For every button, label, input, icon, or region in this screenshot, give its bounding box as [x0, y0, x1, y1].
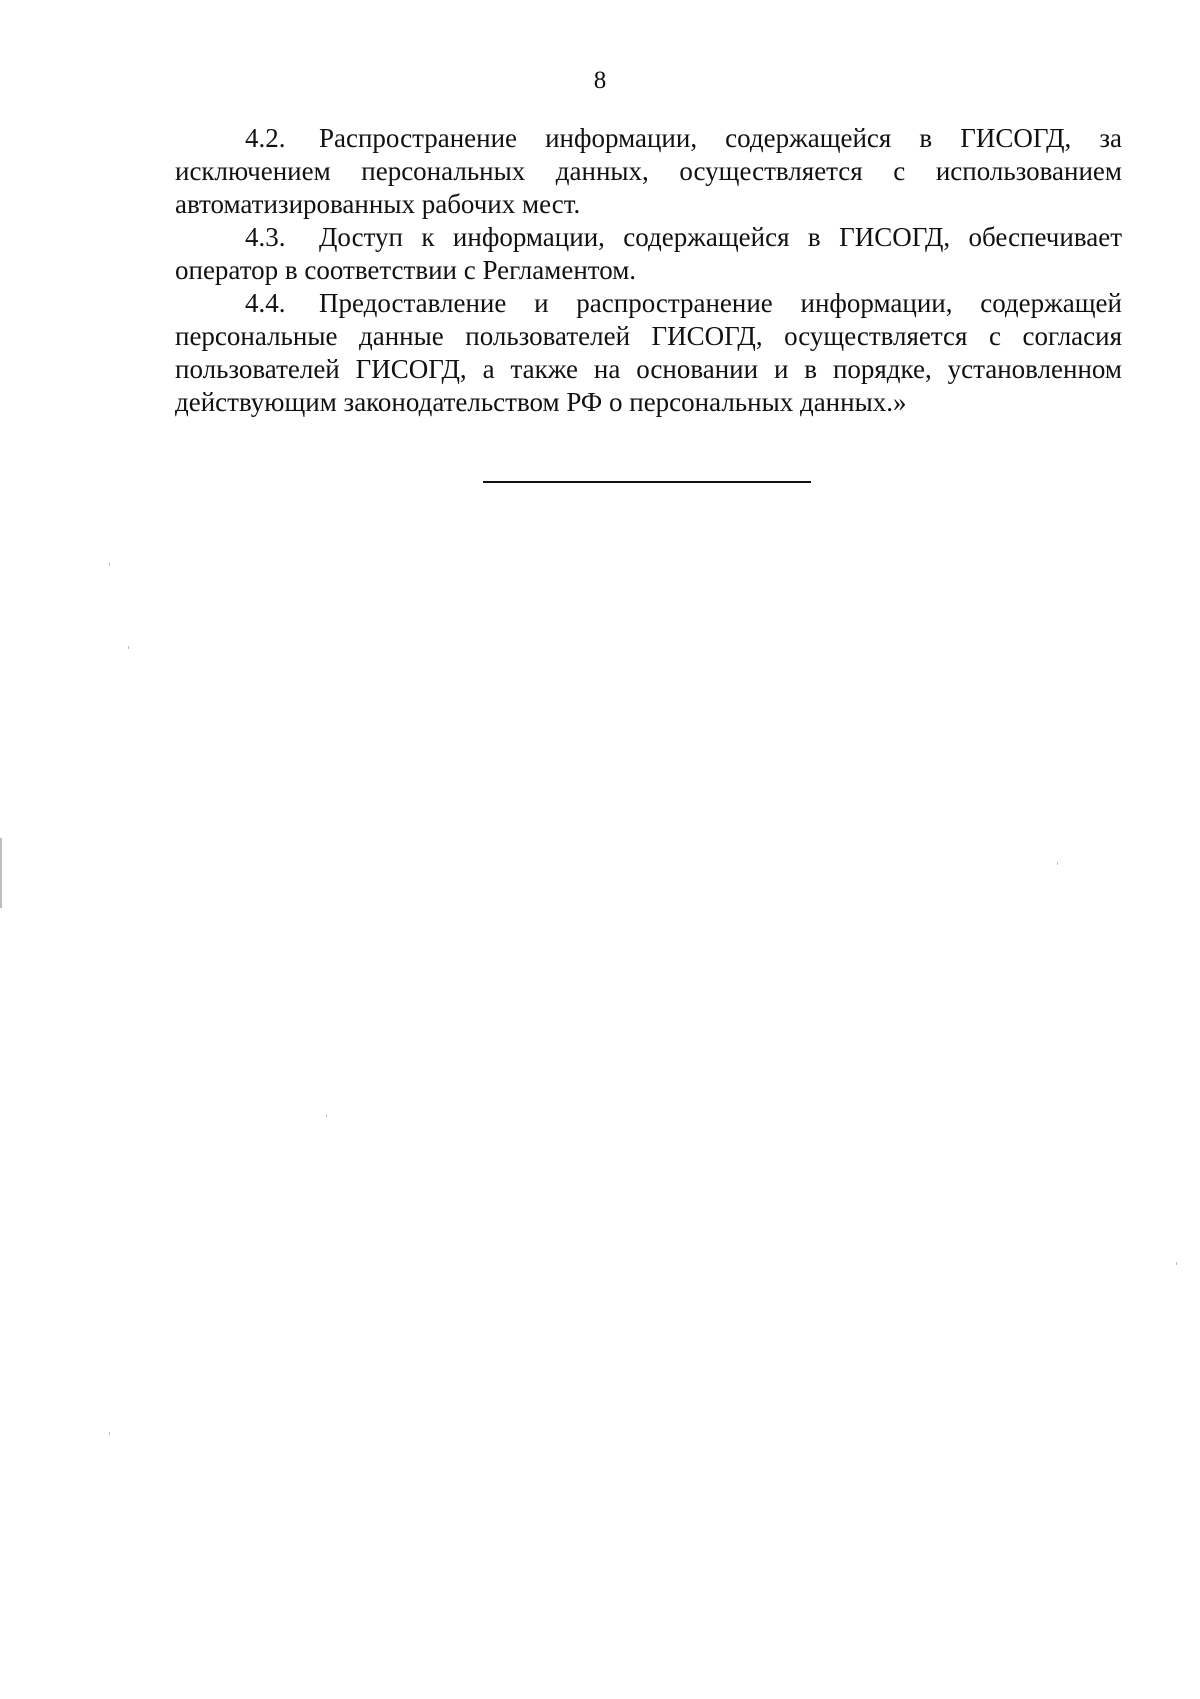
scan-artifact [109, 563, 110, 566]
paragraph-text: Предоставление и распространение информации, содержащей персональные данные пользователей ГИСОГД, осуществляется с согласия пользователей ГИСОГД, а также на основании и в порядке, установленном действующим законодательством РФ о персональных данных.» [175, 288, 1122, 417]
scan-artifact [109, 1432, 110, 1435]
scan-artifact [1176, 1262, 1177, 1265]
document-body [175, 122, 1122, 419]
scan-artifact [326, 1114, 327, 1117]
paragraph-4-2 [175, 122, 1122, 221]
paragraph-number: 4.2. [245, 123, 286, 153]
scan-artifact [128, 646, 129, 649]
paragraph-text: Доступ к информации, содержащейся в ГИСОГД, обеспечивает оператор в соответствии с Регламентом. [175, 222, 1122, 285]
end-separator-line [483, 481, 811, 483]
scan-artifact [1057, 862, 1058, 865]
paragraph-number: 4.3. [245, 222, 286, 252]
paragraph-text: Распространение информации, содержащейся в ГИСОГД, за исключением персональных данных, осуществляется с использованием автоматизированных рабочих мест. [175, 123, 1122, 219]
scan-artifact [0, 838, 2, 908]
paragraph-4-4 [175, 287, 1122, 419]
paragraph-4-3 [175, 221, 1122, 287]
page-number: 8 [593, 67, 607, 94]
paragraph-number: 4.4. [245, 288, 286, 318]
